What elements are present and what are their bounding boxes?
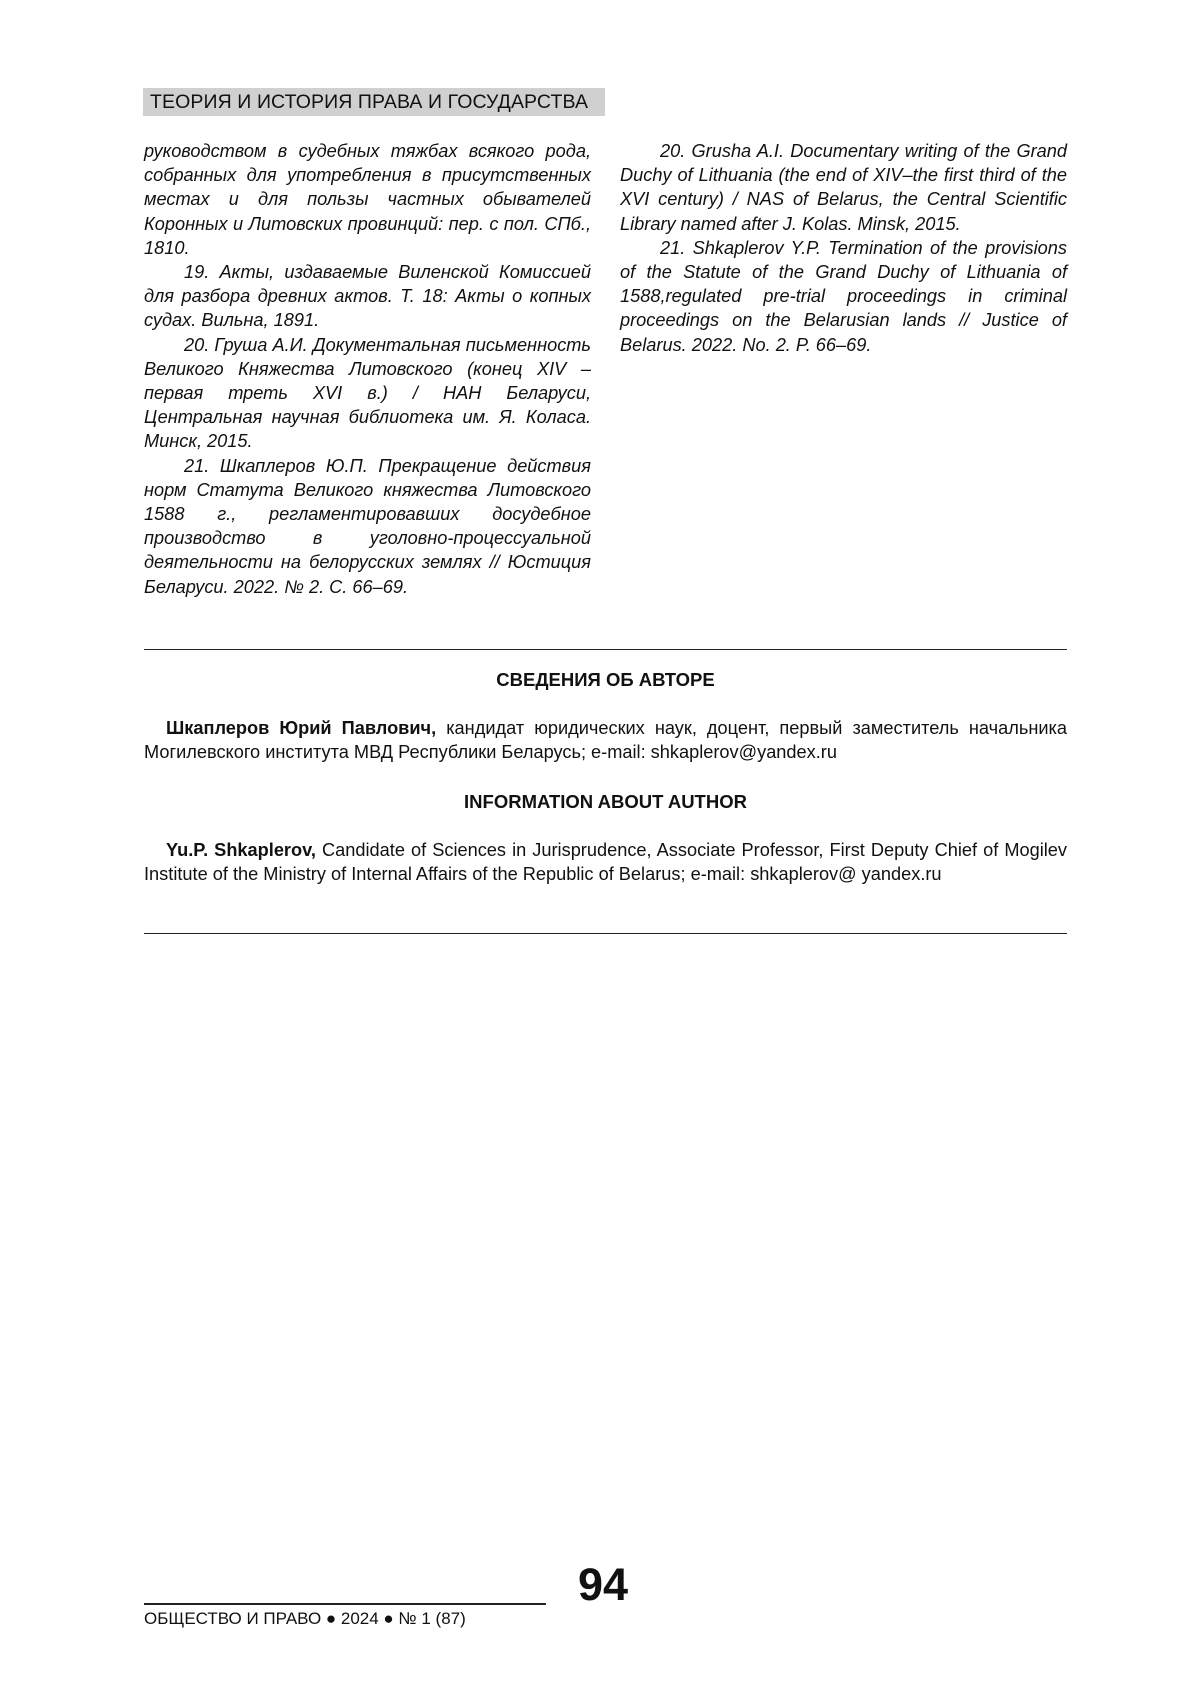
- section-divider-top: [144, 649, 1067, 650]
- reference-continuation: руководством в судебных тяжбах всякого рода, собранных для употребления в присутственных местах и для пользы частных обывателей Коронных и Литовских провинций: пер. с пол. СПб., 1810.: [144, 139, 591, 260]
- page-number: 94: [578, 1560, 628, 1610]
- author-name-en: Yu.P. Shkaplerov,: [166, 840, 316, 860]
- author-info-ru: [144, 716, 1067, 764]
- author-name-ru: Шкаплеров Юрий Павлович,: [166, 718, 436, 738]
- author-info-ru-title: СВЕДЕНИЯ ОБ АВТОРЕ: [144, 668, 1067, 692]
- reference-item-20: 20. Груша А.И. Документальная письменность Великого Княжества Литовского (конец XIV – первая треть XVI в.) / НАН Беларуси, Центральная научная библиотека им. Я. Коласа. Минск, 2015.: [144, 333, 591, 454]
- references-en-column: [620, 139, 1067, 357]
- author-info-en: [144, 838, 1067, 886]
- footer-rule: [144, 1603, 546, 1605]
- author-details-en: Candidate of Sciences in Jurisprudence, Associate Professor, First Deputy Chief of Mogilev Institute of the Ministry of Internal Affairs of the Republic of Belarus; e-mail: shkaplerov@ yandex.ru: [144, 840, 1067, 884]
- section-divider-bottom: [144, 933, 1067, 934]
- reference-en-item-21: 21. Shkaplerov Y.P. Termination of the provisions of the Statute of the Grand Duchy of Lithuania of 1588,regulated pre-trial proceedings in criminal proceedings on the Belarusian lands // Justice of Belarus. 2022. No. 2. P. 66–69.: [620, 236, 1067, 357]
- reference-item-19: 19. Акты, издаваемые Виленской Комиссией для разбора древних актов. Т. 18: Акты о копных судах. Вильна, 1891.: [144, 260, 591, 333]
- running-header: ТЕОРИЯ И ИСТОРИЯ ПРАВА И ГОСУДАРСТВА: [150, 90, 588, 114]
- references-ru-column: [144, 139, 591, 599]
- author-details-ru: кандидат юридических наук, доцент, первый заместитель начальника Могилевского института МВД Республики Беларусь; e-mail: shkaplerov@yandex.ru: [144, 718, 1067, 762]
- author-info-en-title: INFORMATION ABOUT AUTHOR: [144, 790, 1067, 814]
- reference-item-21: 21. Шкаплеров Ю.П. Прекращение действия норм Статута Великого княжества Литовского 1588 г., регламентировавших досудебное производство в уголовно-процессуальной деятельности на белорусских землях // Юстиция Беларуси. 2022. № 2. С. 66–69.: [144, 454, 591, 599]
- reference-en-item-20: 20. Grusha A.I. Documentary writing of the Grand Duchy of Lithuania (the end of XIV–the first third of the XVI century) / NAS of Belarus, the Central Scientific Library named after J. Kolas. Minsk, 2015.: [620, 139, 1067, 236]
- journal-footer: ОБЩЕСТВО И ПРАВО ● 2024 ● № 1 (87): [144, 1608, 466, 1630]
